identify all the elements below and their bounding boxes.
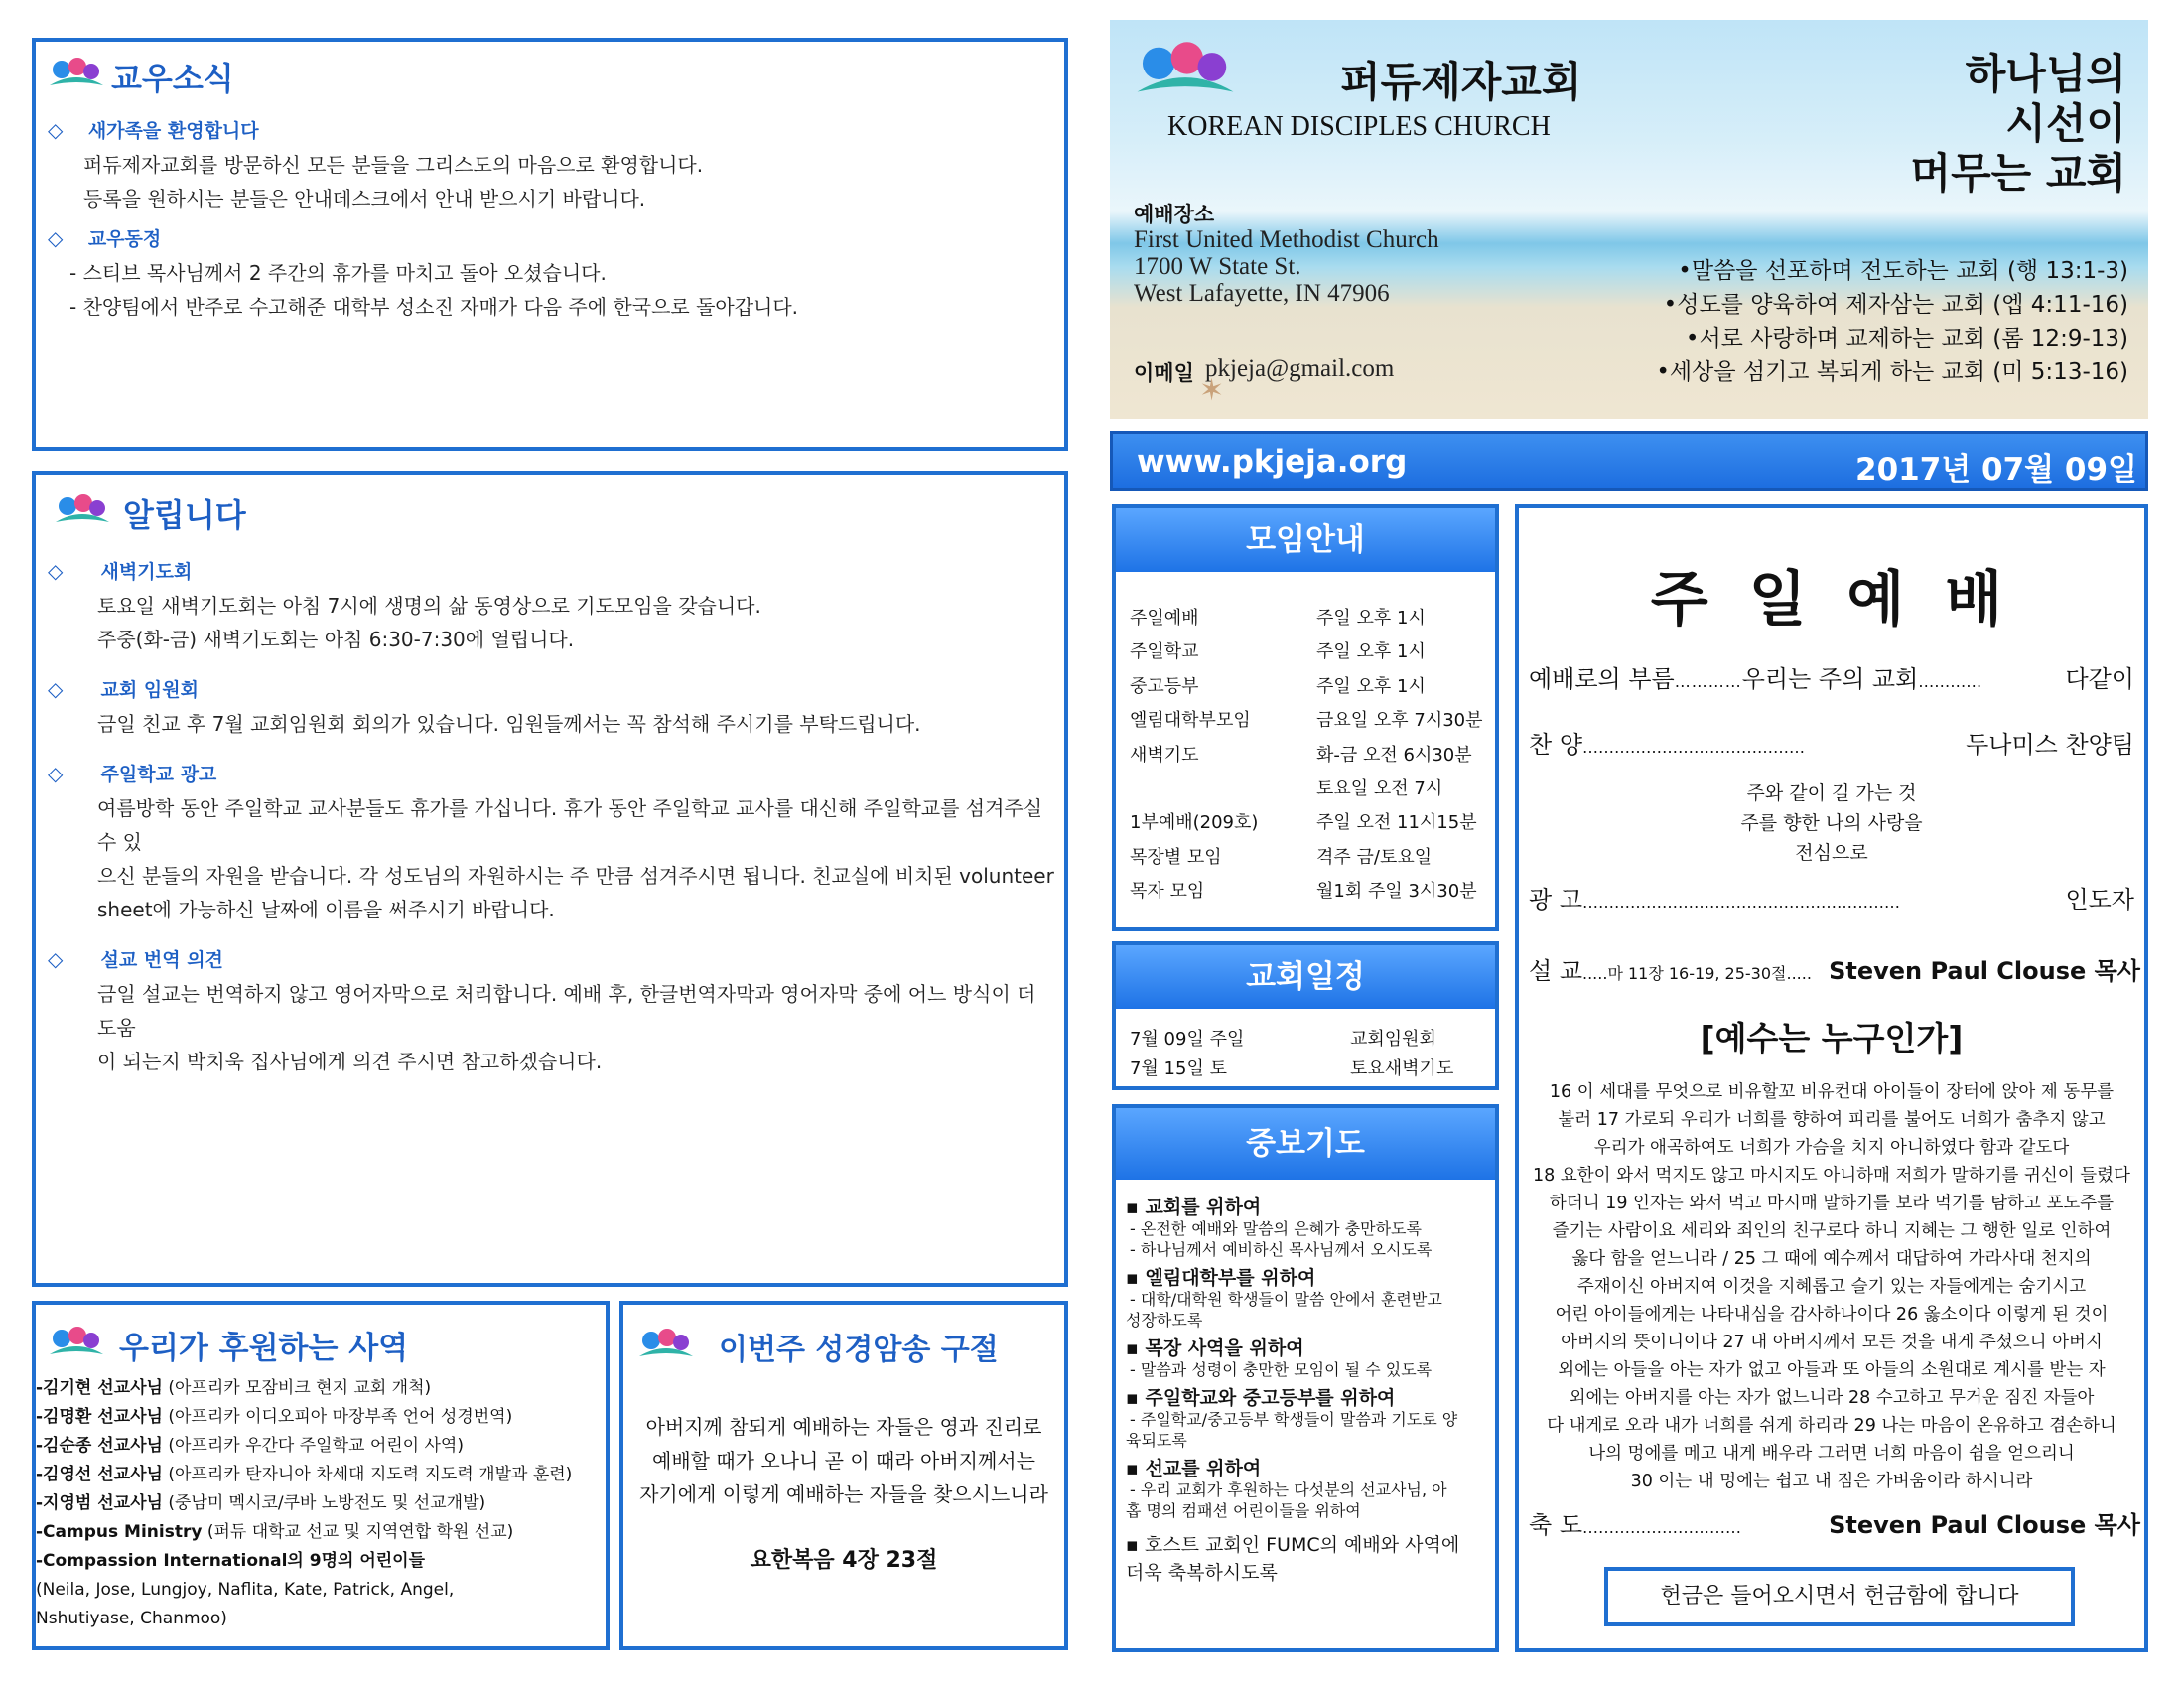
news-item-heading: 교우동정: [87, 228, 162, 250]
meeting-row: 중고등부 주일 오후 1시: [1130, 675, 1426, 697]
praise-song: 주와 같이 길 가는 것 주를 향한 나의 사랑을 전심으로: [1740, 782, 1923, 864]
meeting-row: 1부예배(209호) 주일 오전 11시15분: [1130, 812, 1477, 834]
info-bar: [1110, 431, 2148, 491]
announce-line: 이 되는지 박치욱 집사님에게 의견 주시면 참고하겠습니다.: [97, 1050, 603, 1073]
church-logo-icon: [54, 492, 111, 528]
announce-heading: 설교 번역 의견: [100, 949, 223, 971]
order-praise: 찬 양…………………………………… 두나미스 찬양팀: [1529, 731, 2134, 759]
meeting-row: 새벽기도 화-금 오전 6시30분: [1130, 744, 1472, 766]
church-logo-icon: [637, 1327, 695, 1362]
prayer-list: ▪ 교회를 위하여 - 온전한 예배와 말씀의 은혜가 충만하도록 - 하나님께서 예비하신 목사님께서 오시도록 ▪ 엘림대학부를 위하여 - 대학/대학원 학생들이 말씀 안에서 훈련받고 성장하도록 ▪ 목장 사역을 위하여 - 말씀과 성령이 충만한 모임이 될 수 있도록 ▪ 주일학교와 중고등부를 위하여 - 주일학교/중고등부 학생들이 말씀과 기도로 양 육되도록 ▪ 선교를 위하여 - 우리 교회가 후원하는 다섯분의 선교사님, 아 홉 명의 컴패션 어린이들을 위하여 ▪ 호스트 교회인 FUMC의 예배와 사역에 더욱 축복하시도록: [1126, 1196, 1460, 1584]
announce-heading: 새벽기도회: [100, 561, 193, 583]
website-link[interactable]: www.pkjeja.org: [1137, 444, 1408, 480]
mission-item: -Campus Ministry (퍼듀 대학교 선교 및 지역연합 학원 선교): [36, 1522, 514, 1542]
header-banner: [1110, 20, 2148, 419]
worship-title: 주 일 예 배: [1650, 565, 2013, 634]
missions-title: 우리가 후원하는 사역: [119, 1331, 409, 1366]
mission-item: -김기현 선교사님 (아프리카 모잠비크 현지 교회 개척): [36, 1378, 432, 1398]
order-sermon: 설 교.....마 11장 16-19, 25-30절..... Steven Paul Clouse 목사: [1529, 957, 2140, 985]
announce-line: 금일 친교 후 7월 교회임원회 회의가 있습니다. 임원들께서는 꼭 참석해 주시기를 부탁드립니다.: [97, 712, 921, 736]
schedule-title: 교회일정: [1116, 945, 1495, 1009]
meetings-title: 모임안내: [1116, 508, 1495, 572]
missions-list: [36, 1374, 610, 1633]
announce-line: sheet에 가능하신 날짜에 이름을 써주시기 바랍니다.: [97, 898, 555, 921]
schedule-box: [1112, 941, 1499, 1090]
news-item-line: - 찬양팀에서 반주로 수고해준 대학부 성소진 자매가 다음 주에 한국으로 돌아갑니다.: [69, 295, 799, 319]
meeting-row: 목자 모임 월1회 주일 3시30분: [1130, 881, 1477, 903]
worship-box: [1515, 504, 2148, 1652]
missions-box: [32, 1301, 610, 1650]
news-title: 교우소식: [111, 60, 234, 97]
schedule-row: 7월 09일 주일 교회임원회: [1130, 1029, 1436, 1050]
meeting-row: 목장별 모임 격주 금/토요일: [1130, 846, 1433, 868]
church-name-en: KOREAN DISCIPLES CHURCH: [1167, 111, 1551, 142]
news-item: ◇ 새가족을 환영합니다 퍼듀제자교회를 방문하신 모든 분들을 그리스도의 마음으로 환영합니다. 등록을 원하시는 분들은 안내데스크에서 안내 받으시기 바랍니다. ◇ 교우동정 - 스티브 목사님께서 2 주간의 휴가를 마치고 돌아 오셨습니다. - 찬양팀에서 반주로 수고해준 대학부 성소진 자매가 다음 주에 한국으로 돌아갑니다.: [48, 113, 1040, 324]
place-label: 예배장소: [1134, 203, 1215, 226]
announce-line: 여름방학 동안 주일학교 교사분들도 휴가를 가십니다. 휴가 동안 주일학교 교사를 대신해 주일학교를 섬겨주실 수 있: [97, 796, 1043, 854]
meeting-row: 주일학교 주일 오후 1시: [1130, 641, 1426, 663]
mission-item: -김영선 선교사님 (아프리카 탄자니아 차세대 지도력 지도력 개발과 훈련): [36, 1465, 573, 1484]
memory-reference: 요한복음 4장 23절: [750, 1548, 938, 1573]
place-address: First United Methodist Church 1700 W State St. West Lafayette, IN 47906: [1134, 226, 1439, 307]
meeting-row: 엘림대학부모임 금요일 오후 7시30분: [1130, 710, 1483, 732]
meetings-table: [1130, 602, 1487, 910]
mission-item: -김순종 선교사님 (아프리카 우간다 주일학교 어린이 사역): [36, 1436, 464, 1456]
children-names: (Neila, Jose, Lungjoy, Naflita, Kate, Patrick, Angel,: [36, 1580, 455, 1600]
mission-item: -김명환 선교사님 (아프리카 이디오피아 마장부족 언어 성경번역): [36, 1407, 513, 1427]
prayer-title: 중보기도: [1116, 1108, 1495, 1180]
meeting-row: 주일예배 주일 오후 1시: [1130, 608, 1426, 629]
announce-title: 알립니다: [123, 496, 246, 534]
email-label: 이메일: [1134, 361, 1194, 385]
sermon-title: [예수는 누구인가]: [1700, 1019, 1964, 1057]
meetings-box: [1112, 504, 1499, 931]
meeting-row: 토요일 오전 7시: [1316, 778, 1443, 800]
scripture-text: 16 이 세대를 무엇으로 비유할꼬 비유컨대 아이들이 장터에 앉아 제 동무를 불러 17 가로되 우리가 너희를 향하여 피리를 불어도 너희가 춤추지 않고 우리가 애곡하여도 너희가 가슴을 치지 아니하였다 함과 같도다 18 요한이 와서 먹지도 않고 마시지도 아니하매 저희가 말하기를 귀신이 들렸다 하더니 19 인자는 와서 먹고 마시매 말하기를 보라 먹기를 탐하고 포도주를 즐기는 사람이요 세리와 죄인의 친구로다 하니 지혜는 그 행한 일로 인하여 옳다 함을 얻느니라 / 25 그 때에 예수께서 대답하여 가라사대 천지의 주재이신 아버지여 이것을 지혜롭고 슬기 있는 자들에게는 숨기시고 어린 아이들에게는 나타내심을 감사하나이다 26 옳소이다 이렇게 된 것이 아버지의 뜻이니이다 27 내 아버지께서 모든 것을 내게 주셨으니 아버지 외에는 아들을 아는 자가 없고 아들과 또 아들의 소원대로 계시를 받는 자 외에는 아버지를 아는 자가 없느니라 28 수고하고 무거운 짐진 자들아 다 내게로 오라 내가 너희를 쉬게 하리라 29 나는 마음이 온유하고 겸손하니 나의 멍에를 메고 내게 배우라 그러면 너희 마음이 쉼을 얻으리니 30 이는 내 멍에는 쉽고 내 짐은 가벼움이라 하시니라: [1533, 1082, 2130, 1491]
news-item-line: - 스티브 목사님께서 2 주간의 휴가를 마치고 돌아 오셨습니다.: [69, 261, 607, 285]
announce-list: ◇ 새벽기도회 토요일 새벽기도회는 아침 7시에 생명의 삶 동영상으로 기도모임을 갖습니다. 주중(화-금) 새벽기도회는 아침 6:30-7:30에 열립니다. ◇ 교회 임원회 금일 친교 후 7월 교회임원회 회의가 있습니다. 임원들께서는 꼭 참석해 주시기를 부탁드립니다. ◇ 주일학교 광고 여름방학 동안 주일학교 교사분들도 휴가를 가십니다. 휴가 동안 주일학교 교사를 대신해 주일학교를 섬겨주실 수 있 으신 분들의 자원을 받습니다. 각 성도님의 자원하시는 주 만큼 섬겨주시면 됩니다. 친교실에 비치된 volunteer sheet에 가능하신 날짜에 이름을 써주시기 바랍니다. ◇ 설교 번역 의견 금일 설교는 번역하지 않고 영어자막으로 처리합니다. 예배 후, 한글번역자막과 영어자막 중에 어느 방식이 더 도움 이 되는지 박치욱 집사님에게 의견 주시면 참고하겠습니다.: [48, 554, 1060, 1078]
order-notice: 광 고…………………………………………………… 인도자: [1529, 886, 2134, 914]
order-call: 예배로의 부름…………우리는 주의 교회………… 다같이: [1529, 665, 2134, 693]
bulletin-date: 2017년 07월 09일: [1855, 452, 2137, 488]
mission-item: -지영범 선교사님 (중남미 멕시코/쿠바 노방전도 및 선교개발): [36, 1493, 486, 1513]
news-item-heading: 새가족을 환영합니다: [87, 120, 259, 142]
mission-item: -Compassion International의 9명의 어린이들: [36, 1551, 426, 1571]
order-benediction: 축 도………………………… Steven Paul Clouse 목사: [1529, 1511, 2140, 1539]
starfish-icon: ✶: [1199, 373, 1225, 408]
church-logo-icon: [1134, 38, 1237, 103]
email-address[interactable]: pkjeja@gmail.com: [1205, 355, 1395, 382]
church-logo-icon: [48, 1325, 105, 1360]
schedule-table: [1130, 1025, 1487, 1084]
announce-line: 주중(화-금) 새벽기도회는 아침 6:30-7:30에 열립니다.: [97, 628, 575, 651]
announce-heading: 교회 임원회: [100, 679, 199, 701]
slogan: 하나님의 시선이 머무는 교회: [1910, 50, 2126, 198]
news-item-line: 등록을 원하시는 분들은 안내데스크에서 안내 받으시기 바랍니다.: [83, 187, 646, 211]
memory-verse-box: [619, 1301, 1068, 1650]
memory-title: 이번주 성경암송 구절: [719, 1333, 999, 1367]
announce-line: 금일 설교는 번역하지 않고 영어자막으로 처리합니다. 예배 후, 한글번역자막과 영어자막 중에 어느 방식이 더 도움: [97, 982, 1036, 1040]
news-box: [32, 38, 1068, 451]
schedule-row: 7월 15일 토 토요새벽기도: [1130, 1058, 1454, 1079]
memory-verse: 아버지께 참되게 예배하는 자들은 영과 진리로 예배할 때가 오나니 곧 이 때라 아버지께서는 자기에게 이렇게 예배하는 자들을 찾으시느니라: [639, 1415, 1048, 1506]
announce-heading: 주일학교 광고: [100, 764, 217, 785]
church-name-kr: 퍼듀제자교회: [1340, 58, 1582, 106]
children-names: Nshutiyase, Chanmoo): [36, 1609, 227, 1628]
announce-box: [32, 471, 1068, 1287]
announce-line: 토요일 새벽기도회는 아침 7시에 생명의 삶 동영상으로 기도모임을 갖습니다.: [97, 594, 761, 618]
announce-line: 으신 분들의 자원을 받습니다. 각 성도님의 자원하시는 주 만큼 섬겨주시면 됩니다. 친교실에 비치된 volunteer: [97, 864, 1054, 888]
prayer-box: [1112, 1104, 1499, 1652]
offering-note: 헌금은 들어오시면서 헌금함에 합니다: [1604, 1567, 2075, 1626]
mission-statements: •말씀을 선포하며 전도하는 교회 (행 13:1-3) •성도를 양육하여 제자삼는 교회 (엡 4:11-16) •서로 사랑하며 교제하는 교회 (롬 12:9-13) •세상을 섬기고 복되게 하는 교회 (미 5:13-16): [1656, 258, 2128, 385]
news-item-line: 퍼듀제자교회를 방문하신 모든 분들을 그리스도의 마음으로 환영합니다.: [83, 153, 704, 177]
church-logo-icon: [48, 56, 105, 91]
